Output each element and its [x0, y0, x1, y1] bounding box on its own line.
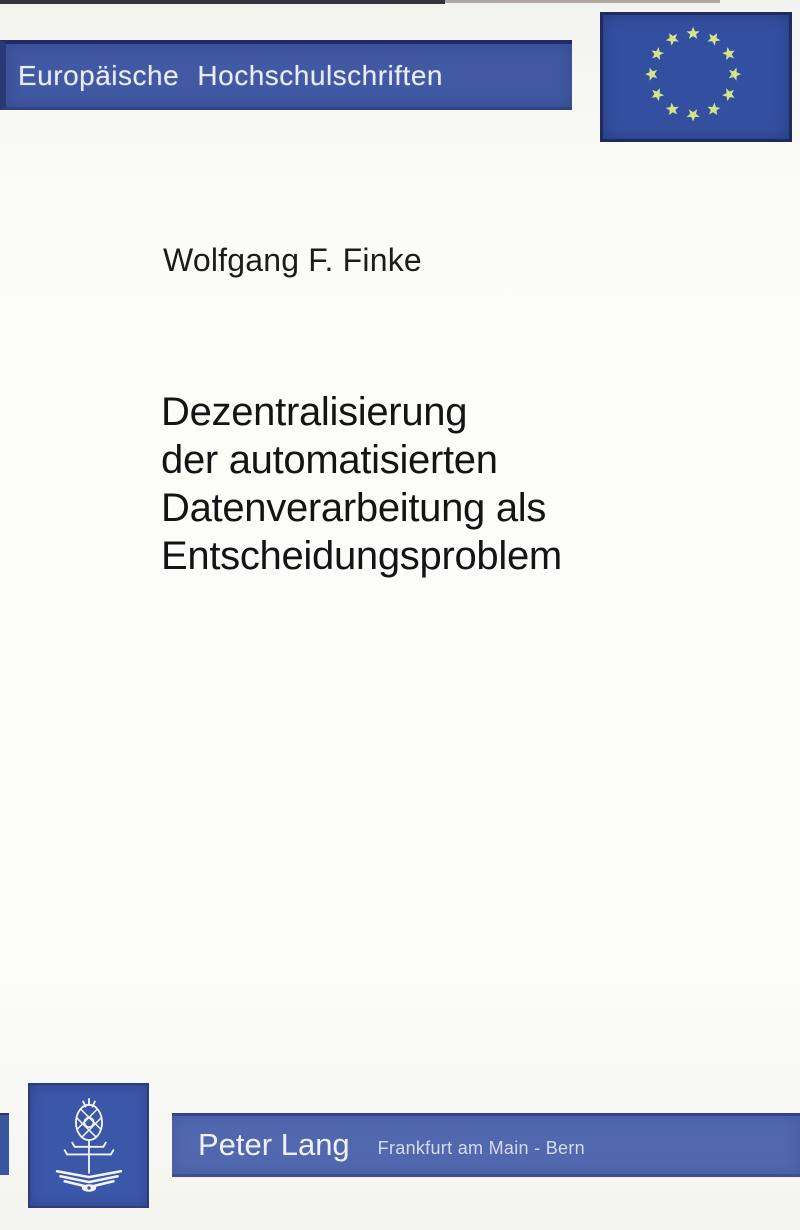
- scan-artifact: [445, 0, 720, 3]
- spine-bar: [0, 1113, 9, 1175]
- title-line: Entscheidungsproblem: [161, 534, 562, 578]
- series-banner: [0, 40, 572, 110]
- eu-stars-icon: [603, 15, 789, 139]
- series-title: Europäische Hochschulschriften: [18, 59, 443, 91]
- title-line: Dezentralisierung: [161, 390, 468, 434]
- publisher-banner: [172, 1113, 800, 1177]
- publisher-name: Peter Lang: [198, 1127, 350, 1162]
- eu-flag: [600, 12, 792, 142]
- book-title: [161, 388, 562, 580]
- title-line: der automatisierten: [161, 438, 498, 482]
- publisher-locations: Frankfurt am Main - Bern: [377, 1137, 585, 1158]
- publisher-logo: [28, 1083, 149, 1208]
- peter-lang-emblem-icon: [47, 1094, 131, 1198]
- scan-artifact: [0, 0, 445, 4]
- author-name: Wolfgang F. Finke: [163, 242, 422, 278]
- title-line: Datenverarbeitung als: [161, 486, 547, 530]
